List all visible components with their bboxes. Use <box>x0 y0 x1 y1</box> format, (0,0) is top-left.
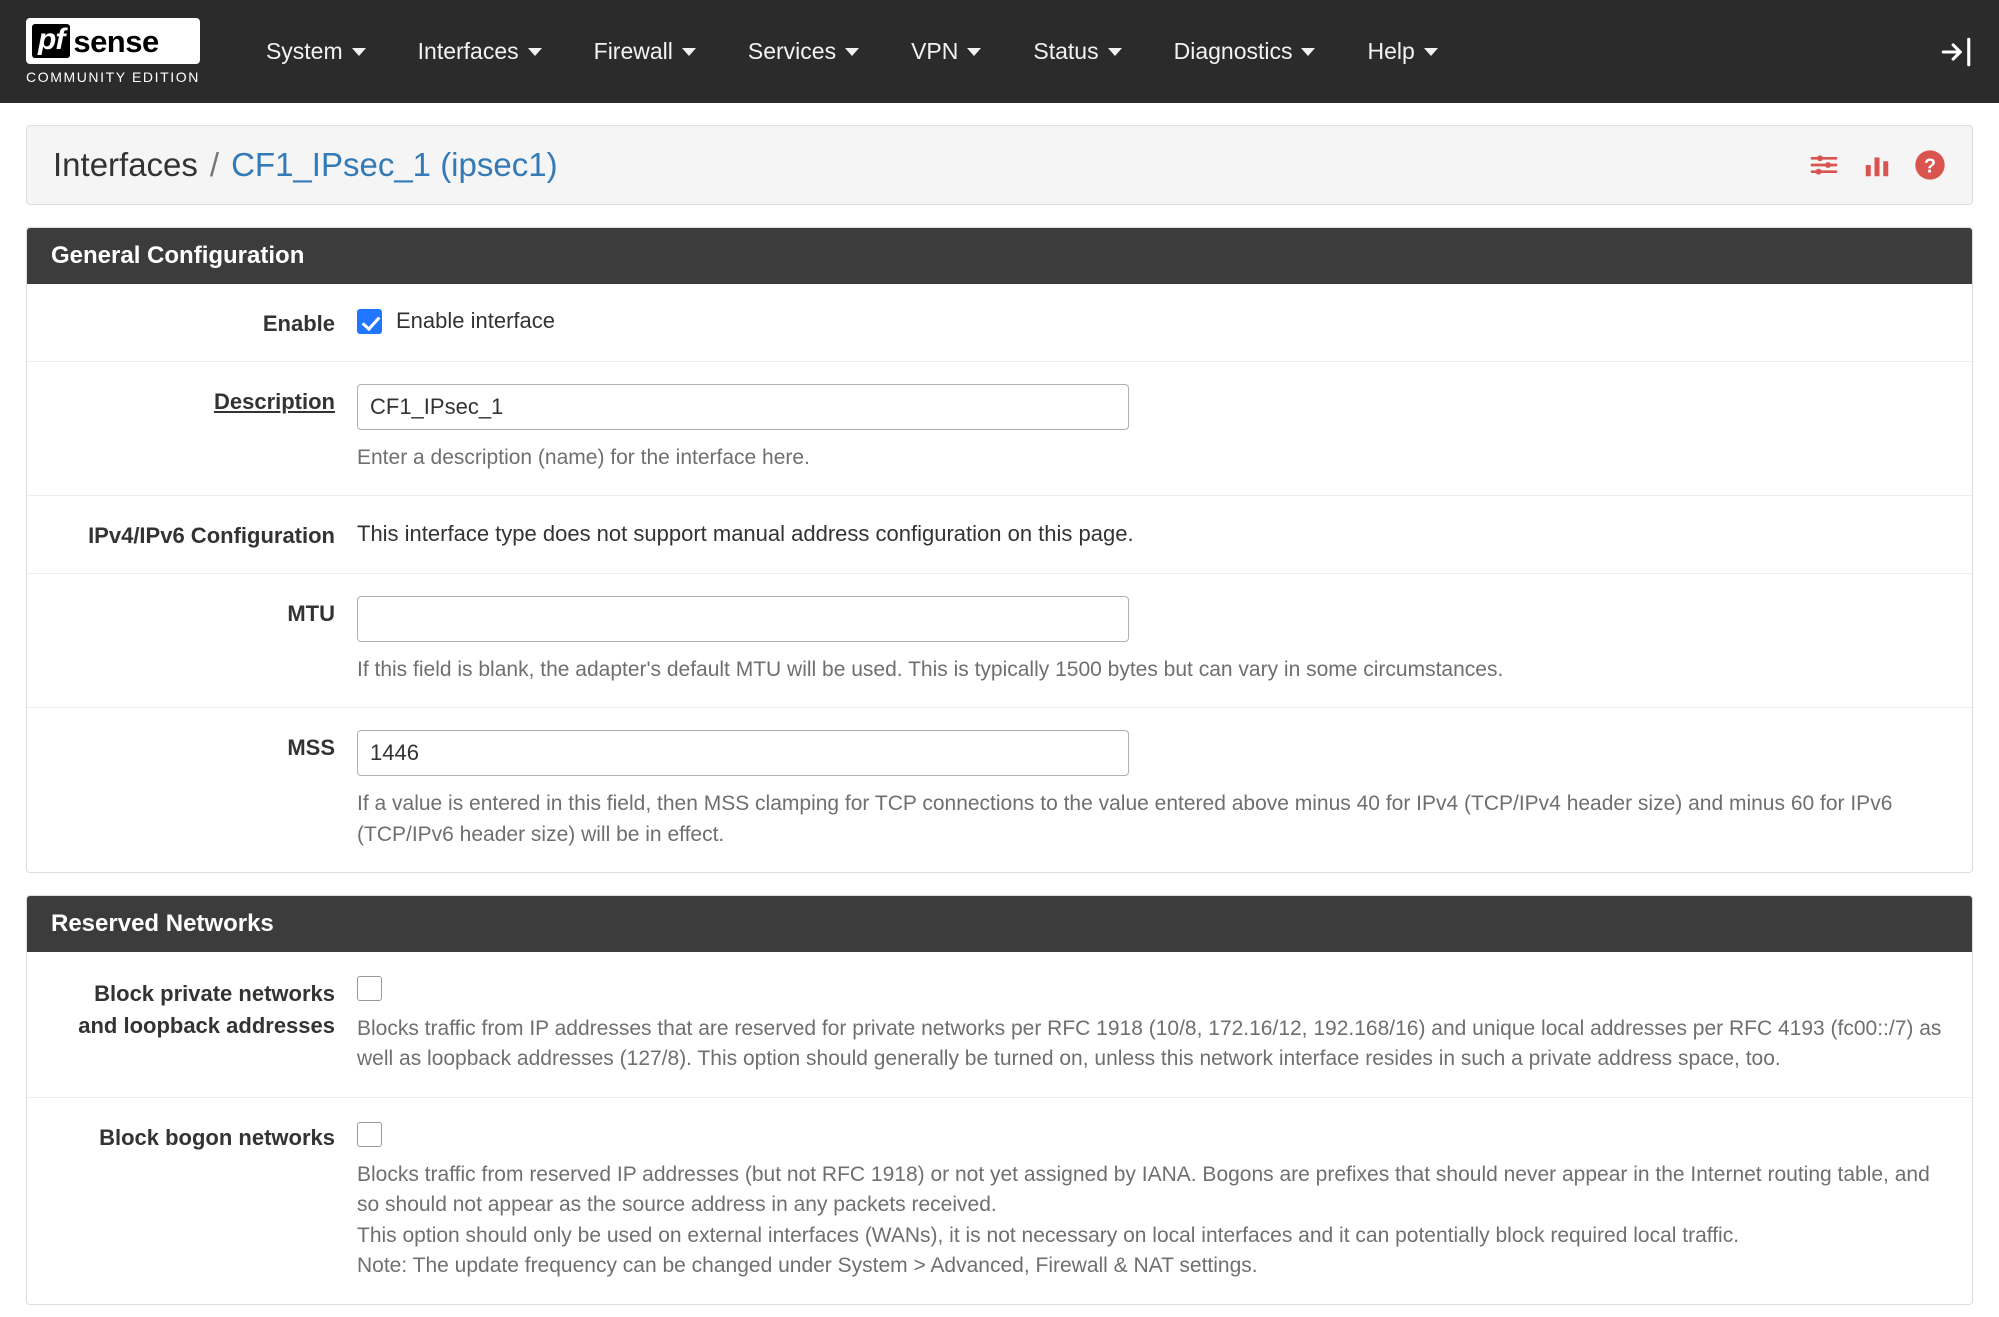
nav-item-vpn-label: VPN <box>911 38 959 64</box>
nav-item-status[interactable] <box>1007 0 1147 103</box>
nav-item-diagnostics-label: Diagnostics <box>1173 38 1293 64</box>
description-input[interactable] <box>357 384 1129 430</box>
row-block-private-networks <box>27 952 1972 1098</box>
enable-interface-checkbox-label[interactable]: Enable interface <box>396 308 555 333</box>
description-control <box>357 384 1972 473</box>
general-configuration-body <box>27 284 1972 872</box>
ip-configuration-label: IPv4/IPv6 Configuration <box>88 523 335 549</box>
page-header-wrapper <box>0 103 1999 205</box>
nav-item-help[interactable] <box>1341 0 1463 103</box>
breadcrumb-current[interactable]: CF1_IPsec_1 (ipsec1) <box>231 146 558 183</box>
nav-item-system-label: System <box>265 38 343 64</box>
block-private-networks-label-line2: and loopback addresses <box>78 1012 335 1038</box>
block-private-networks-checkbox[interactable] <box>357 976 382 1001</box>
nav-item-services[interactable] <box>722 0 885 103</box>
nav-item-interfaces-label: Interfaces <box>417 38 519 64</box>
chevron-down-icon <box>967 48 981 56</box>
block-private-networks-help: Blocks traffic from IP addresses that are reserved for private networks per RFC 1918 (10/8, 172.16/12, 192.168/16) and unique local addresses per RFC 4193 (fc00::/7) as well as loopback addresses (127/8). This option should generally be turned on, unless this network interface resides in such a private address space, too. <box>357 1016 1942 1071</box>
row-description <box>27 362 1972 496</box>
ip-configuration-control <box>357 518 1972 551</box>
row-ip-configuration <box>27 496 1972 574</box>
breadcrumb-root: Interfaces <box>53 146 198 183</box>
block-private-networks-label-line1: Block private networks <box>94 980 335 1006</box>
row-block-bogon-networks <box>27 1098 1972 1304</box>
chart-icon[interactable] <box>1862 150 1892 180</box>
nav-item-system[interactable] <box>240 0 392 103</box>
general-configuration-title: General Configuration <box>27 228 1972 284</box>
block-bogon-networks-help-2: This option should only be used on external interfaces (WANs), it is not necessary on local interfaces and it can potentially block required local traffic. <box>357 1223 1740 1247</box>
chevron-down-icon <box>528 48 542 56</box>
description-label-text: Description <box>213 388 335 414</box>
general-configuration-panel <box>26 227 1973 873</box>
nav-item-vpn[interactable] <box>885 0 1007 103</box>
pfsense-logo[interactable] <box>26 18 200 85</box>
brand-pf-text: pf <box>32 24 70 58</box>
block-bogon-networks-checkbox-line <box>357 1120 1946 1147</box>
block-bogon-networks-label: Block bogon networks <box>99 1124 335 1150</box>
enable-checkbox-line <box>357 306 1946 334</box>
nav-item-interfaces[interactable] <box>392 0 568 103</box>
chevron-down-icon <box>682 48 696 56</box>
block-private-networks-control <box>357 974 1972 1075</box>
description-label <box>27 384 357 473</box>
nav-item-status-label: Status <box>1033 38 1099 64</box>
nav-item-firewall-label: Firewall <box>593 38 673 64</box>
brand-logo-box <box>26 18 200 64</box>
svg-text:?: ? <box>1923 155 1937 178</box>
breadcrumb-separator: / <box>209 146 220 183</box>
page-header <box>26 125 1973 205</box>
description-help: Enter a description (name) for the interface here. <box>357 445 810 469</box>
mss-label: MSS <box>287 735 335 761</box>
logout-icon[interactable] <box>1939 35 1973 69</box>
chevron-down-icon <box>1424 48 1438 56</box>
help-icon[interactable] <box>1914 149 1946 181</box>
chevron-down-icon <box>1301 48 1315 56</box>
reserved-networks-panel <box>26 895 1973 1305</box>
brand-sense-text: sense <box>73 23 159 59</box>
enable-label: Enable <box>262 311 335 336</box>
nav-menu <box>240 0 1464 103</box>
reserved-networks-title: Reserved Networks <box>27 896 1972 952</box>
ip-configuration-text: This interface type does not support manual address configuration on this page. <box>357 521 1134 547</box>
mss-help: If a value is entered in this field, then MSS clamping for TCP connections to the value entered above minus 40 for IPv4 (TCP/IPv4 header size) and minus 60 for IPv6 (TCP/IPv6 header size) will be in effect. <box>357 792 1893 846</box>
nav-item-firewall[interactable] <box>568 0 722 103</box>
enable-interface-checkbox[interactable] <box>357 309 382 334</box>
reserved-networks-body <box>27 952 1972 1304</box>
row-mtu <box>27 574 1972 708</box>
mtu-control <box>357 596 1972 685</box>
block-bogon-networks-control <box>357 1120 1972 1282</box>
nav-item-help-label: Help <box>1367 38 1415 64</box>
nav-item-diagnostics[interactable] <box>1148 0 1342 103</box>
block-bogon-networks-help-1: Blocks traffic from reserved IP addresses (but not RFC 1918) or not yet assigned by IANA. Bogons are prefixes that should never appear in the Internet routing table, and so should not appear as the source address in any packets received. <box>357 1162 1930 1217</box>
row-mss <box>27 708 1972 872</box>
top-navbar <box>0 0 1999 103</box>
breadcrumb <box>53 146 558 184</box>
block-private-networks-checkbox-line <box>357 974 1946 1001</box>
mtu-help: If this field is blank, the adapter's default MTU will be used. This is typically 1500 bytes but can vary in some circumstances. <box>357 657 1504 681</box>
enable-control <box>357 306 1972 339</box>
mtu-label: MTU <box>287 600 335 626</box>
mss-input[interactable] <box>357 730 1129 776</box>
sliders-icon[interactable] <box>1808 149 1840 181</box>
row-enable <box>27 284 1972 362</box>
chevron-down-icon <box>1108 48 1122 56</box>
chevron-down-icon <box>352 48 366 56</box>
block-private-networks-label <box>27 974 357 1075</box>
nav-item-services-label: Services <box>747 38 837 64</box>
mss-control <box>357 730 1972 850</box>
chevron-down-icon <box>845 48 859 56</box>
mtu-input[interactable] <box>357 596 1129 642</box>
brand-subtitle: COMMUNITY EDITION <box>26 69 200 85</box>
page-header-icons <box>1808 149 1946 181</box>
block-bogon-networks-checkbox[interactable] <box>357 1122 382 1147</box>
block-bogon-networks-help-3: Note: The update frequency can be changed under System > Advanced, Firewall & NAT settings. <box>357 1254 1258 1278</box>
